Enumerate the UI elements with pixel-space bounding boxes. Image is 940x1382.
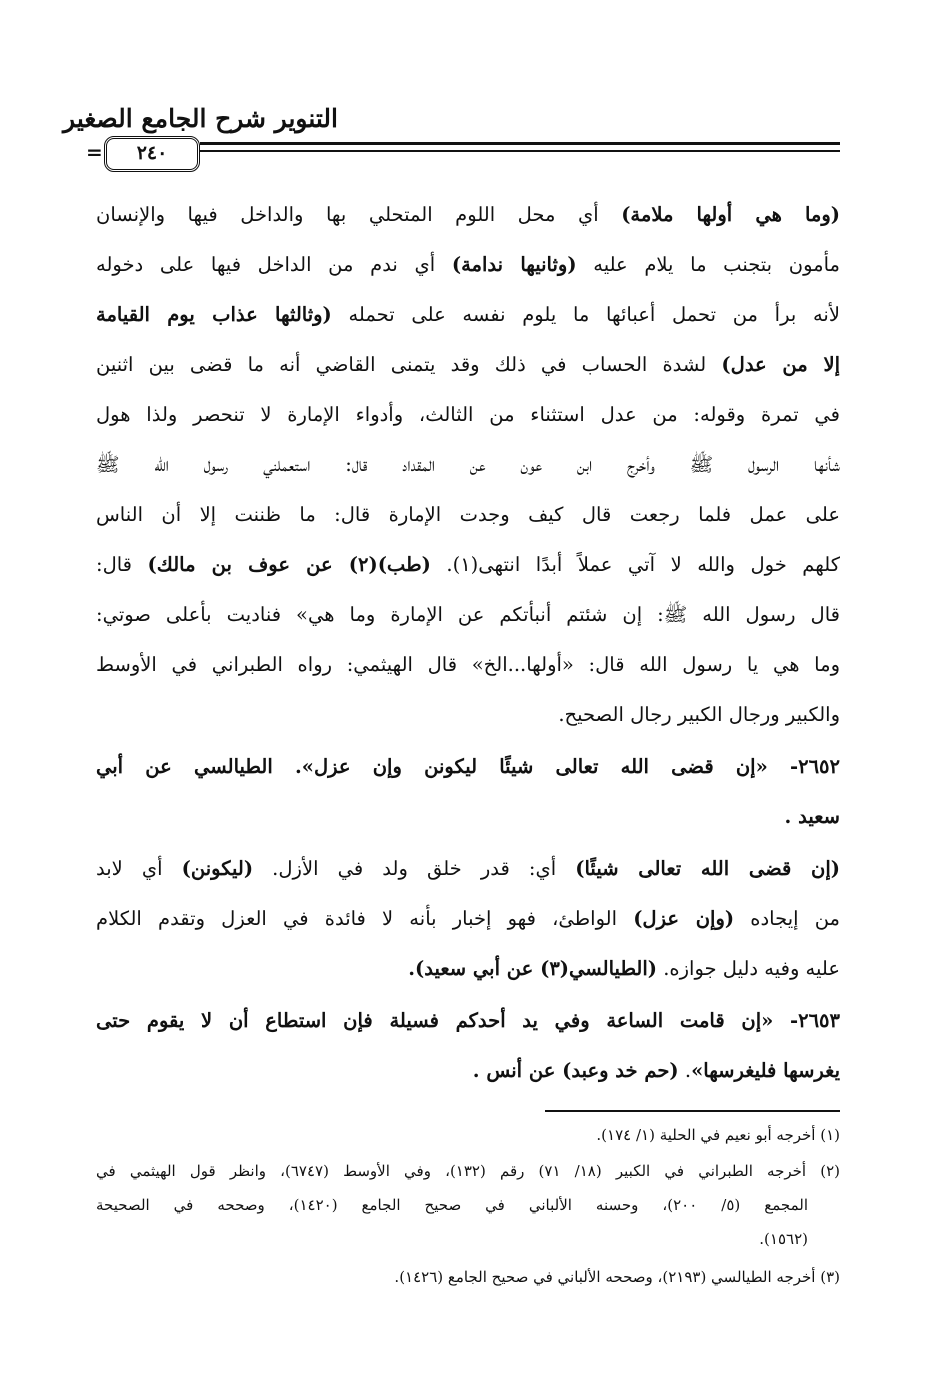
bold-phrase: (وثالثها عذاب يوم القيامة — [96, 303, 332, 326]
footnote-separator — [545, 1110, 840, 1112]
body-line — [96, 640, 840, 690]
footnote-2-end: (١٥٦٢). — [759, 1230, 808, 1248]
running-header-title: التنوير شرح الجامع الصغير — [63, 104, 338, 133]
header-rule-bottom — [200, 150, 840, 152]
text-run: وما هي يا رسول الله قال: «أولها...الخ» قال الهيثمي: رواه الطبراني في الأوسط — [96, 653, 840, 676]
text-run: مأمون بتجنب ما يلام عليه — [576, 253, 840, 276]
body-line — [96, 390, 840, 440]
body-line — [96, 490, 840, 540]
hadith-text: ٢٦٥٢- «إن قضى الله تعالى شيئًا ليكونن وإن عزل». الطيالسي عن أبي — [96, 755, 840, 778]
text-run: من إيجاده — [734, 907, 840, 930]
text-run: أي لابد — [96, 857, 182, 880]
body-line — [96, 290, 840, 340]
body-line — [96, 894, 840, 944]
text-run: أي محل اللوم المتحلي بها والداخل فيها والإنسان — [96, 203, 622, 226]
text-run: أي: قدر خلق ولد في الأزل. — [253, 857, 576, 880]
text-run: على عمل فلما رجعت قال كيف وجدت الإمارة قال: ما ظننت إلا أن الناس — [96, 503, 840, 526]
bold-phrase: سعيد . — [784, 805, 840, 828]
body-line — [96, 590, 840, 640]
body-line — [96, 690, 840, 740]
hadith-text: ٢٦٥٣- «إن قامت الساعة وفي يد أحدكم فسيلة فإن استطاع أن لا يقوم حتى — [96, 1009, 840, 1032]
text-run: لشدة الحساب في ذلك وقد يتمنى القاضي أنه ما قضى بين اثنين — [96, 353, 722, 376]
bold-phrase: (إن قضى الله تعالى شيئًا) — [575, 857, 840, 880]
hadith-2652 — [96, 742, 840, 792]
text-run: كلهم خول والله لا آتي عملاً أبدًا انتهى(١). — [430, 553, 840, 576]
bold-phrase: (طب)(٢) عن عوف بن مالك) — [147, 553, 431, 576]
text-run: . — [678, 1059, 692, 1082]
footnote-2: (٢) أخرجه الطبراني في الكبير (١٨/ ٧١) رقم (١٣٢)، وفي الأوسط (٦٧٤٧)، وانظر قول الهيثمي في — [96, 1162, 840, 1180]
body-line — [96, 540, 840, 590]
footnote-1: (١) أخرجه أبو نعيم في الحلية (١/ ١٧٤). — [596, 1126, 840, 1144]
text-run: لأنه برأ من تحمل أعبائها ما يلوم نفسه على تحمله — [331, 303, 840, 326]
body-line — [96, 1046, 840, 1096]
bold-phrase: (الطيالسي(٣) عن أبي سعيد). — [408, 957, 658, 980]
text-run: قال: — [96, 553, 148, 576]
text-run: قال رسول الله ﷺ: إن شئتم أنبأتكم عن الإمارة وما هي» فناديت بأعلى صوتي: — [96, 603, 840, 626]
footnote-3: (٣) أخرجه الطيالسي (٢١٩٣)، وصححه الألباني في صحيح الجامع (١٤٢٦). — [394, 1268, 840, 1286]
body-line — [96, 440, 840, 490]
body-line — [96, 340, 840, 390]
text-run: في تمرة وقوله: من عدل استثناء من الثالث، وأدواء الإمارة لا تنحصر ولذا هول — [96, 403, 840, 426]
text-run: عليه وفيه دليل جوازه. — [657, 957, 840, 980]
text-run: الواطئ، فهو إخبار بأنه لا فائدة في العزل وتقدم الكلام — [96, 907, 634, 930]
footnote-2-continued: المجمع (٥/ ٢٠٠)، وحسنه الألباني في صحيح الجامع (١٤٢٠)، وصححه في الصحيحة — [96, 1196, 808, 1214]
bold-phrase: يغرسها فليغرسها» — [691, 1059, 840, 1082]
text-run: والكبير ورجال الكبير رجال الصحيح. — [558, 703, 840, 726]
bold-phrase: (وثانيها ندامة) — [451, 253, 577, 276]
body-line — [96, 792, 840, 842]
body-line — [96, 844, 840, 894]
header-equals-mark: = — [86, 140, 103, 164]
body-line — [96, 190, 840, 240]
bold-phrase: إلا من عدل) — [721, 353, 840, 376]
body-line — [96, 240, 840, 290]
bold-phrase: (ليكونن) — [181, 857, 254, 880]
bold-phrase: (حم خد وعبد) عن أنس . — [472, 1059, 679, 1082]
bold-phrase: (وما هي أولها ملامة) — [621, 203, 840, 226]
header-rule-top — [200, 142, 840, 145]
page-number: ٢٤٠ — [104, 136, 200, 172]
bold-phrase: (وإن عزل) — [633, 907, 735, 930]
text-run: أي ندم من الداخل فيها على دخوله — [96, 253, 452, 276]
hadith-2653 — [96, 996, 840, 1046]
text-run: شأنها الرسول ﷺ وأخرج ابن عون عن المقداد قال: استعملني رسول الله ﷺ — [96, 453, 840, 476]
body-line — [96, 944, 840, 994]
